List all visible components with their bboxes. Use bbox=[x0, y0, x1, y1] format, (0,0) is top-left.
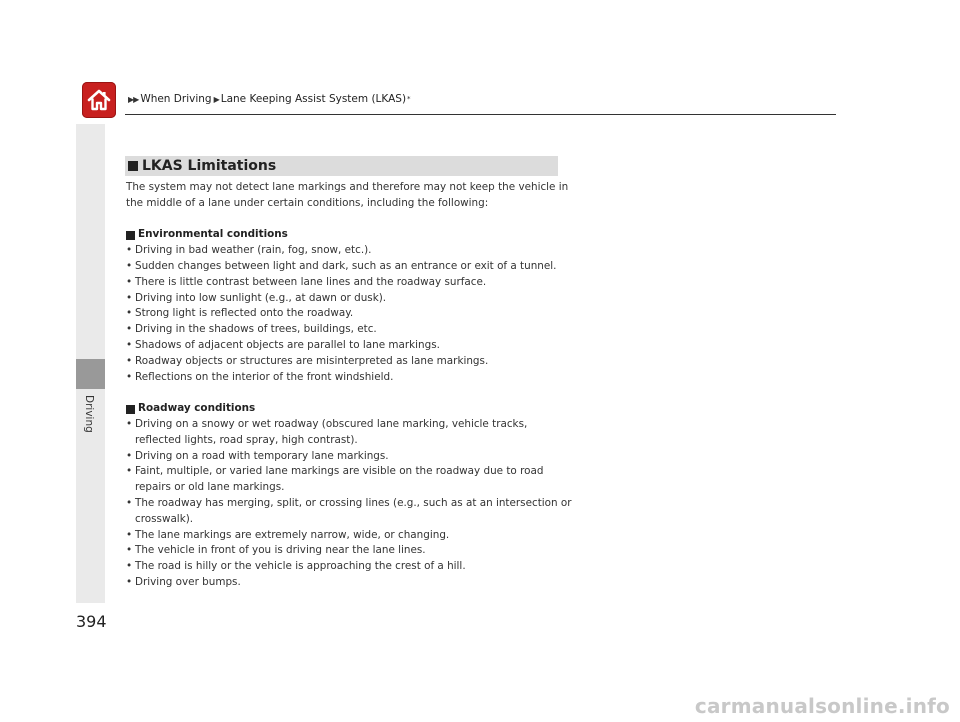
breadcrumb-item-lkas[interactable]: Lane Keeping Assist System (LKAS) bbox=[220, 93, 407, 105]
watermark: carmanualsonline.info bbox=[694, 694, 950, 718]
group-heading bbox=[126, 401, 576, 417]
group-heading-roadway: Roadway conditions bbox=[138, 402, 256, 415]
breadcrumb bbox=[128, 93, 411, 105]
section-header bbox=[125, 156, 558, 176]
black-square-icon bbox=[126, 231, 135, 240]
list-item: • Reflections on the interior of the front windshield. bbox=[126, 370, 576, 386]
list-item: • Driving over bumps. bbox=[126, 575, 576, 591]
list-item: • Roadway objects or structures are misinterpreted as lane markings. bbox=[126, 354, 576, 370]
black-square-icon bbox=[128, 161, 138, 171]
breadcrumb-arrow-icon: ▶ bbox=[213, 94, 219, 104]
list-item: • Driving in bad weather (rain, fog, snow, etc.). bbox=[126, 243, 576, 259]
list-item: • Faint, multiple, or varied lane markings are visible on the roadway due to road repairs or old lane markings. bbox=[126, 464, 576, 496]
side-tab-inactive bbox=[76, 124, 105, 359]
list-item: • Driving on a snowy or wet roadway (obscured lane marking, vehicle tracks, reflected lights, road spray, high contrast). bbox=[126, 417, 576, 449]
list-item: • The lane markings are extremely narrow, wide, or changing. bbox=[126, 528, 576, 544]
page-number: 394 bbox=[76, 612, 107, 631]
breadcrumb-arrow-icon: ▶▶ bbox=[128, 94, 139, 104]
breadcrumb-item-when-driving[interactable]: When Driving bbox=[140, 93, 212, 105]
list-item: • The road is hilly or the vehicle is approaching the crest of a hill. bbox=[126, 559, 576, 575]
list-item: • Driving in the shadows of trees, buildings, etc. bbox=[126, 322, 576, 338]
list-item: • Shadows of adjacent objects are parallel to lane markings. bbox=[126, 338, 576, 354]
header-divider bbox=[125, 114, 836, 115]
section-intro: The system may not detect lane markings and therefore may not keep the vehicle in the middle of a lane under certain conditions, including the following: bbox=[126, 181, 569, 209]
chapter-label: Driving bbox=[83, 395, 95, 433]
side-tab-driving-active[interactable] bbox=[76, 359, 105, 389]
black-square-icon bbox=[126, 405, 135, 414]
environmental-list bbox=[126, 243, 576, 385]
home-icon bbox=[86, 87, 112, 113]
list-item: • Driving into low sunlight (e.g., at dawn or dusk). bbox=[126, 291, 576, 307]
section-title: LKAS Limitations bbox=[142, 158, 277, 174]
list-item: • The vehicle in front of you is driving near the lane lines. bbox=[126, 543, 576, 559]
home-button[interactable] bbox=[82, 82, 116, 118]
list-item: • The roadway has merging, split, or crossing lines (e.g., such as at an intersection or crosswalk). bbox=[126, 496, 576, 528]
section-content bbox=[126, 180, 576, 591]
group-heading bbox=[126, 227, 576, 243]
list-item: • Driving on a road with temporary lane markings. bbox=[126, 449, 576, 465]
list-item: • Sudden changes between light and dark, such as an entrance or exit of a tunnel. bbox=[126, 259, 576, 275]
roadway-list bbox=[126, 417, 576, 591]
list-item: • Strong light is reflected onto the roadway. bbox=[126, 306, 576, 322]
breadcrumb-superscript: * bbox=[407, 95, 411, 103]
list-item: • There is little contrast between lane lines and the roadway surface. bbox=[126, 275, 576, 291]
group-heading-environmental: Environmental conditions bbox=[138, 228, 288, 241]
